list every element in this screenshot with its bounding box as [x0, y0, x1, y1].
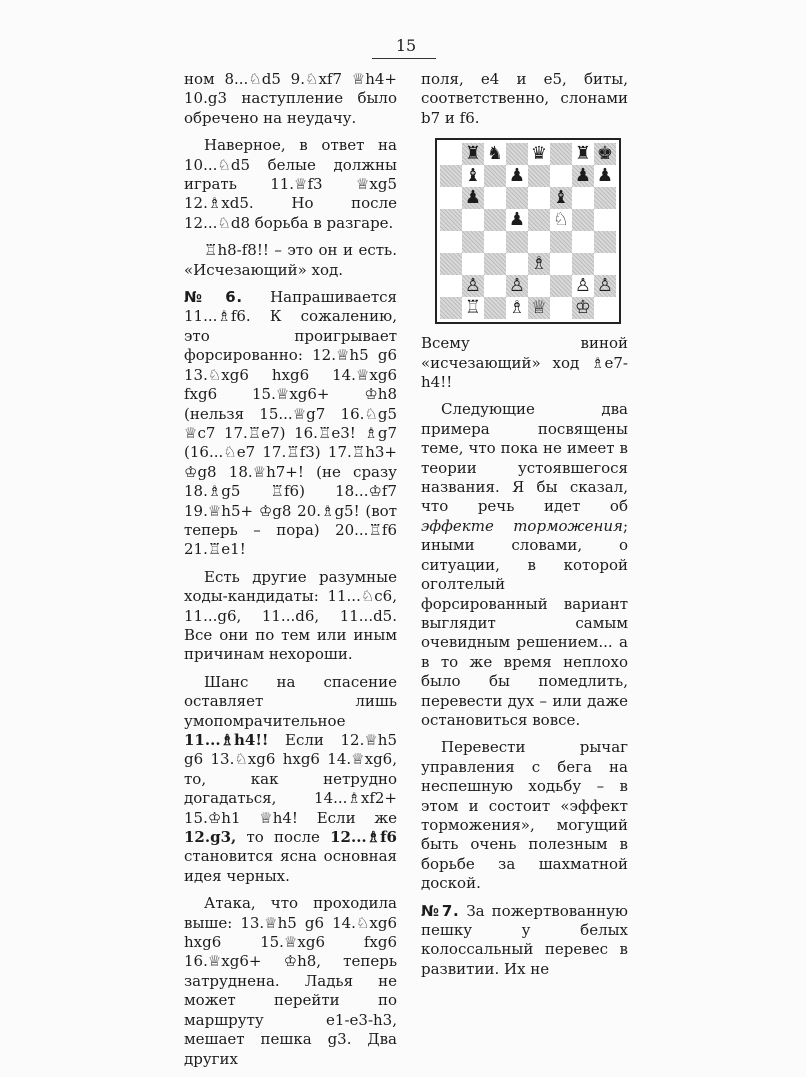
- board-square: [506, 187, 528, 209]
- example-text: Напрашивается 11...♗f6. К сожалению, это проигрывает форсированно: 12.♕h5 g6 13.♘xg6 hxg6 14.♕xg6 fxg6 15.♕xg6+ ♔h8 (нельзя 15...♕g7 16.♘g5 ♕c7 17.♖e7) 16.♖e3! ♗g7 (16...♘e7 17.♖f3) 17.♖h3+ ♔g8 18.♕h7+! (не сразу 18.♗g5 ♖f6) 18...♔f7 19.♕h5+ ♔g8 20.♗g5! (вот теперь – пора) 20...♖f6 21.♖e1!: [184, 288, 397, 559]
- example-7: [421, 902, 628, 980]
- board-square: [462, 209, 484, 231]
- board-square: [506, 231, 528, 253]
- board-square: [440, 297, 462, 319]
- chess-piece-square: ♔: [572, 297, 594, 319]
- board-square: [572, 209, 594, 231]
- text-run: Следующие два примера посвящены теме, что пока не имеет в теории устоявшегося названия. Я бы сказал, что речь идет об: [421, 400, 628, 516]
- board-square: [528, 275, 550, 297]
- paragraph: Атака, что проходила выше: 13.♕h5 g6 14.♘xg6 hxg6 15.♕xg6 fxg6 16.♕xg6+ ♔h8, теперь затруднена. Ладья не может перейти по маршруту e1-e3-h3, мешает пешка g3. Два других: [184, 894, 397, 1068]
- chess-piece-square: ♟: [506, 165, 528, 187]
- board-square: [440, 231, 462, 253]
- chess-piece-square: ♜: [572, 143, 594, 165]
- chess-board: [440, 143, 616, 319]
- example-6: [184, 288, 397, 560]
- board-square: [484, 275, 506, 297]
- board-square: [440, 209, 462, 231]
- paragraph: Наверное, в ответ на 10...♘d5 белые должны играть 11.♕f3 ♕xg5 12.♗xd5. Но после 12...♘d8 борьба в разгаре.: [184, 136, 397, 232]
- chess-piece-square: ♗: [506, 297, 528, 319]
- text-run: становится ясна основная идея черных.: [184, 847, 397, 885]
- board-square: [550, 275, 572, 297]
- board-square: [550, 253, 572, 275]
- left-column: [184, 70, 397, 1077]
- board-square: [484, 297, 506, 319]
- text-run: Если 12.♕h5 g6 13.♘xg6 hxg6 14.♕xg6, то, как нетрудно догадаться, 14...♗xf2+ 15.♔h1 ♕h4! Если же: [184, 731, 397, 827]
- paragraph: ном 8...♘d5 9.♘xf7 ♕h4+ 10.g3 наступление было обречено на неудачу.: [184, 70, 397, 127]
- board-square: [506, 143, 528, 165]
- text-run: Шанс на спасение оставляет лишь умопомрачительное: [184, 672, 397, 730]
- board-square: [528, 209, 550, 231]
- board-square: [550, 231, 572, 253]
- chess-piece-square: ♞: [484, 143, 506, 165]
- board-square: [550, 165, 572, 187]
- board-square: [462, 253, 484, 275]
- chess-piece-square: ♕: [528, 297, 550, 319]
- board-square: [484, 187, 506, 209]
- chess-piece-square: ♗: [528, 253, 550, 275]
- chess-piece-square: ♖: [462, 297, 484, 319]
- chess-piece-square: ♟: [462, 187, 484, 209]
- board-square: [594, 187, 616, 209]
- paragraph: ♖h8-f8!! – это он и есть. «Исчезающий» ход.: [184, 241, 397, 279]
- board-square: [484, 231, 506, 253]
- board-square: [484, 165, 506, 187]
- board-square: [528, 231, 550, 253]
- board-square: [462, 231, 484, 253]
- chess-piece-square: ♙: [572, 275, 594, 297]
- chess-piece-square: ♟: [594, 165, 616, 187]
- bold-move: 12.g3,: [184, 828, 237, 847]
- right-column: [421, 70, 628, 987]
- board-square: [572, 187, 594, 209]
- board-square: [594, 209, 616, 231]
- board-square: [440, 143, 462, 165]
- chess-piece-square: ♛: [528, 143, 550, 165]
- paragraph: Есть другие разумные ходы-кандидаты: 11...♘c6, 11...g6, 11...d6, 11...d5. Все они по тем или иным причинам нехороши.: [184, 567, 397, 664]
- text-run: ; иными словами, о ситуации, в которой оголтелый форсированный вариант выглядит самым очевидным решением... а в то же время неплохо было бы помедлить, перевести дух – или даже остановиться вовсе.: [421, 516, 628, 729]
- chess-piece-square: ♚: [594, 143, 616, 165]
- board-square: [572, 231, 594, 253]
- board-square: [484, 253, 506, 275]
- chess-diagram: [435, 138, 621, 324]
- paragraph: поля, e4 и e5, биты, соответственно, слонами b7 и f6.: [421, 70, 628, 127]
- chess-piece-square: ♟: [506, 209, 528, 231]
- example-number: №7.: [421, 901, 460, 920]
- board-square: [594, 253, 616, 275]
- paragraph: [184, 673, 397, 886]
- board-square: [528, 187, 550, 209]
- page-number: 15: [395, 36, 417, 55]
- italic-term: эффекте торможения: [421, 516, 623, 535]
- chess-piece-square: ♝: [462, 165, 484, 187]
- board-square: [572, 253, 594, 275]
- paragraph: Перевести рычаг управления с бега на неспешную ходьбу – в этом и состоит «эффект торможения», могущий быть очень полезным в борьбе за шахматной доской.: [421, 738, 628, 893]
- board-square: [506, 253, 528, 275]
- example-text: За пожертвованную пешку у белых колоссальный перевес в развитии. Их не: [421, 901, 628, 978]
- chess-piece-square: ♜: [462, 143, 484, 165]
- diagram-caption: Всему виной «исчезающий» ход ♗e7-h4!!: [421, 334, 628, 392]
- chess-piece-square: ♙: [462, 275, 484, 297]
- board-square: [440, 253, 462, 275]
- board-square: [528, 165, 550, 187]
- board-square: [440, 275, 462, 297]
- board-square: [484, 209, 506, 231]
- bold-move: 11...♗h4!!: [184, 731, 269, 749]
- chess-piece-square: ♘: [550, 209, 572, 231]
- board-square: [594, 231, 616, 253]
- board-square: [550, 143, 572, 165]
- board-square: [440, 165, 462, 187]
- chess-piece-square: ♙: [594, 275, 616, 297]
- paragraph: [421, 400, 628, 730]
- board-square: [440, 187, 462, 209]
- header-rule: [372, 58, 436, 59]
- chess-piece-square: ♝: [550, 187, 572, 209]
- bold-move: 12...♗f6: [330, 828, 397, 847]
- board-square: [550, 297, 572, 319]
- chess-piece-square: ♟: [572, 165, 594, 187]
- chess-piece-square: ♙: [506, 275, 528, 297]
- example-number: №6.: [184, 288, 243, 307]
- board-square: [594, 297, 616, 319]
- text-run: то после: [236, 828, 331, 847]
